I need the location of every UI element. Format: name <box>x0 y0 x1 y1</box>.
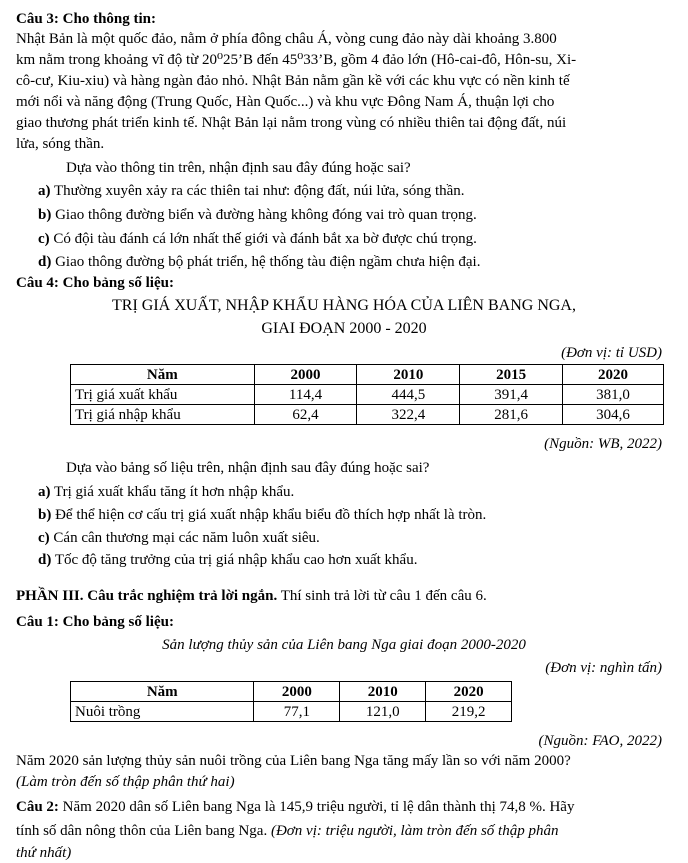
p3q2-line-3: thứ nhất) <box>16 845 72 861</box>
q4-option-d: d) Tốc độ tăng trưởng của trị giá nhập khẩu cao hơn xuất khẩu. <box>38 552 418 568</box>
q4-option-b: b) Để thể hiện cơ cấu trị giá xuất nhập khẩu biểu đồ thích hợp nhất là tròn. <box>38 507 487 523</box>
q3-option-d: d) Giao thông đường bộ phát triển, hệ thống tàu điện ngầm chưa hiện đại. <box>38 254 481 270</box>
table-cell: 114,4 <box>254 385 357 405</box>
p3q1-header-cell: 2000 <box>254 682 340 702</box>
p3q1-header-cell: Năm <box>71 682 254 702</box>
q4-header-cell: 2015 <box>460 365 563 385</box>
p3q1-table <box>70 681 512 722</box>
q3-para-line-5: giao thương phát triển kinh tế. Nhật Bản lại nằm trong vùng có nhiều thiên tai động đất, núi <box>16 115 567 131</box>
table-cell: 322,4 <box>357 405 460 425</box>
q3-option-b: b) Giao thông đường biển và đường hàng không đóng vai trò quan trọng. <box>38 207 477 223</box>
p3q1-header-cell: 2010 <box>340 682 426 702</box>
row-label: Trị giá nhập khẩu <box>71 405 255 425</box>
p3q1-header-cell: 2020 <box>426 682 512 702</box>
table-row <box>71 405 664 425</box>
q4-option-a: a) Trị giá xuất khẩu tăng ít hơn nhập khẩu. <box>38 484 295 500</box>
p3q1-unit: (Đơn vị: nghìn tấn) <box>545 660 662 676</box>
p3q2-line-2: tính số dân nông thôn của Liên bang Nga. (Đơn vị: triệu người, làm tròn đến số thập phân <box>16 823 559 839</box>
p3q1-note: (Làm tròn đến số thập phân thứ hai) <box>16 774 235 790</box>
table-cell: 77,1 <box>254 702 340 722</box>
q4-header-cell: 2000 <box>254 365 357 385</box>
p3q1-table-header <box>71 682 512 702</box>
q3-para-line-3: cô-cư, Kiu-xiu) và hàng ngàn đảo nhỏ. Nhật Bản nằm gần kề với các khu vực có nền kinh tế <box>16 73 570 89</box>
q3-option-c: c) Có đội tàu đánh cá lớn nhất thế giới và đánh bắt xa bờ được chú trọng. <box>38 231 477 247</box>
q4-header-cell: 2010 <box>357 365 460 385</box>
q4-heading: Câu 4: Cho bảng số liệu: <box>16 275 174 291</box>
table-row <box>71 702 512 722</box>
q3-para-line-2: km nằm trong khoảng vĩ độ từ 20⁰25’B đến 45⁰33’B, gồm 4 đảo lớn (Hô-cai-đô, Hôn-su, Xi- <box>16 52 577 68</box>
q4-header-cell: 2020 <box>563 365 664 385</box>
p3q1-question: Năm 2020 sản lượng thủy sản nuôi trồng của Liên bang Nga tăng mấy lần so với năm 2000? <box>16 753 571 769</box>
table-cell: 391,4 <box>460 385 563 405</box>
part3-heading: PHẦN III. Câu trắc nghiệm trả lời ngắn. Thí sinh trả lời từ câu 1 đến câu 6. <box>16 588 487 604</box>
q3-option-a: a) Thường xuyên xảy ra các thiên tai như: động đất, núi lửa, sóng thần. <box>38 183 465 199</box>
table-cell: 381,0 <box>563 385 664 405</box>
p3q1-source: (Nguồn: FAO, 2022) <box>538 733 662 749</box>
q4-prompt: Dựa vào bảng số liệu trên, nhận định sau đây đúng hoặc sai? <box>66 460 430 476</box>
table-cell: 121,0 <box>340 702 426 722</box>
q3-para-line-6: lửa, sóng thần. <box>16 136 105 152</box>
q3-para-line-4: mới nổi và năng động (Trung Quốc, Hàn Quốc...) và khu vực Đông Nam Á, thuận lợi cho <box>16 94 555 110</box>
p3q1-title: Sản lượng thủy sản của Liên bang Nga giai đoạn 2000-2020 <box>162 637 526 653</box>
q3-para-line-1: Nhật Bản là một quốc đảo, nằm ở phía đông châu Á, vòng cung đảo này dài khoảng 3.800 <box>16 31 557 47</box>
table-cell: 444,5 <box>357 385 460 405</box>
table-cell: 219,2 <box>426 702 512 722</box>
row-label: Trị giá xuất khẩu <box>71 385 255 405</box>
p3q2-line-1: Câu 2: Năm 2020 dân số Liên bang Nga là 145,9 triệu người, tỉ lệ dân thành thị 74,8 %. Hãy <box>16 799 575 815</box>
row-label: Nuôi trồng <box>71 702 254 722</box>
q4-option-c: c) Cán cân thương mại các năm luôn xuất siêu. <box>38 530 320 546</box>
q4-table <box>70 364 664 425</box>
q4-header-cell: Năm <box>71 365 255 385</box>
q4-unit: (Đơn vị: tỉ USD) <box>561 345 662 361</box>
q4-source: (Nguồn: WB, 2022) <box>544 436 662 452</box>
q4-table-header <box>71 365 664 385</box>
table-cell: 304,6 <box>563 405 664 425</box>
p3q1-heading: Câu 1: Cho bảng số liệu: <box>16 614 174 630</box>
q3-heading: Câu 3: Cho thông tin: <box>16 11 157 27</box>
q3-prompt: Dựa vào thông tin trên, nhận định sau đây đúng hoặc sai? <box>66 160 411 176</box>
table-cell: 62,4 <box>254 405 357 425</box>
table-cell: 281,6 <box>460 405 563 425</box>
q4-title-line-2: GIAI ĐOẠN 2000 - 2020 <box>261 320 427 337</box>
table-row <box>71 385 664 405</box>
q4-title-line-1: TRỊ GIÁ XUẤT, NHẬP KHẨU HÀNG HÓA CỦA LIÊN BANG NGA, <box>112 297 576 314</box>
